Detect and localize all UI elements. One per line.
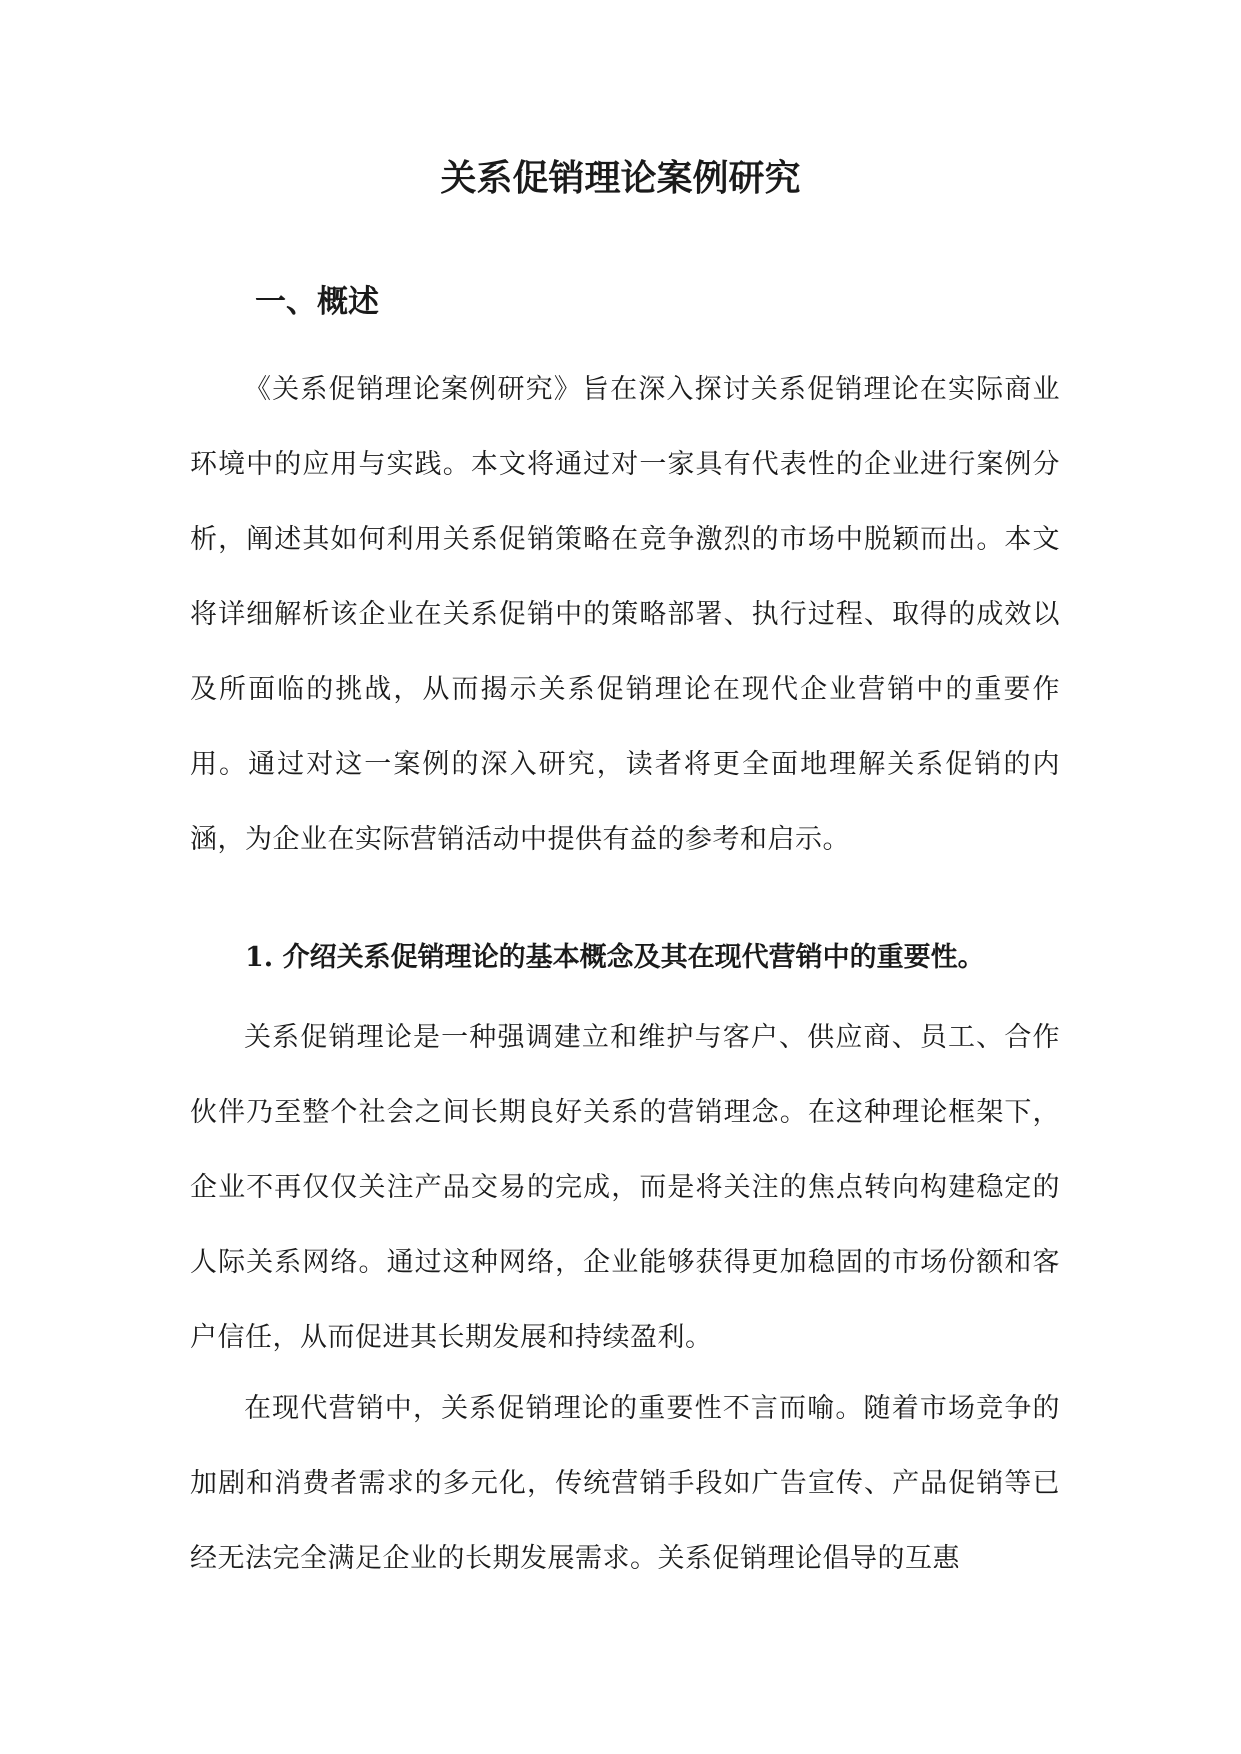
paragraph-overview: 《关系促销理论案例研究》旨在深入探讨关系促销理论在实际商业环境中的应用与实践。本文将通过对一家具有代表性的企业进行案例分析，阐述其如何利用关系促销策略在竞争激烈的市场中脱颖而出。本文将详细解析该企业在关系促销中的策略部署、执行过程、取得的成效以及所面临的挑战，从而揭示关系促销理论在现代企业营销中的重要作用。通过对这一案例的深入研究，读者将更全面地理解关系促销的内涵，为企业在实际营销活动中提供有益的参考和启示。 <box>190 374 1060 855</box>
paragraph-concept: 关系促销理论是一种强调建立和维护与客户、供应商、员工、合作伙伴乃至整个社会之间长期良好关系的营销理念。在这种理论框架下，企业不再仅仅关注产品交易的完成，而是将关注的焦点转向构建稳定的人际关系网络。通过这种网络，企业能够获得更加稳固的市场份额和客户信任，从而促进其长期发展和持续盈利。 <box>190 1022 1060 1353</box>
document-title: 关系促销理论案例研究 <box>440 157 801 199</box>
paragraph-importance: 在现代营销中，关系促销理论的重要性不言而喻。随着市场竞争的加剧和消费者需求的多元化，传统营销手段如广告宣传、产品促销等已经无法完全满足企业的长期发展需求。关系促销理论倡导的互惠 <box>190 1393 1060 1574</box>
section-heading-overview: 一、概述 <box>255 284 379 320</box>
sub-heading-1: 1. 介绍关系促销理论的基本概念及其在现代营销中的重要性。 <box>245 942 985 973</box>
